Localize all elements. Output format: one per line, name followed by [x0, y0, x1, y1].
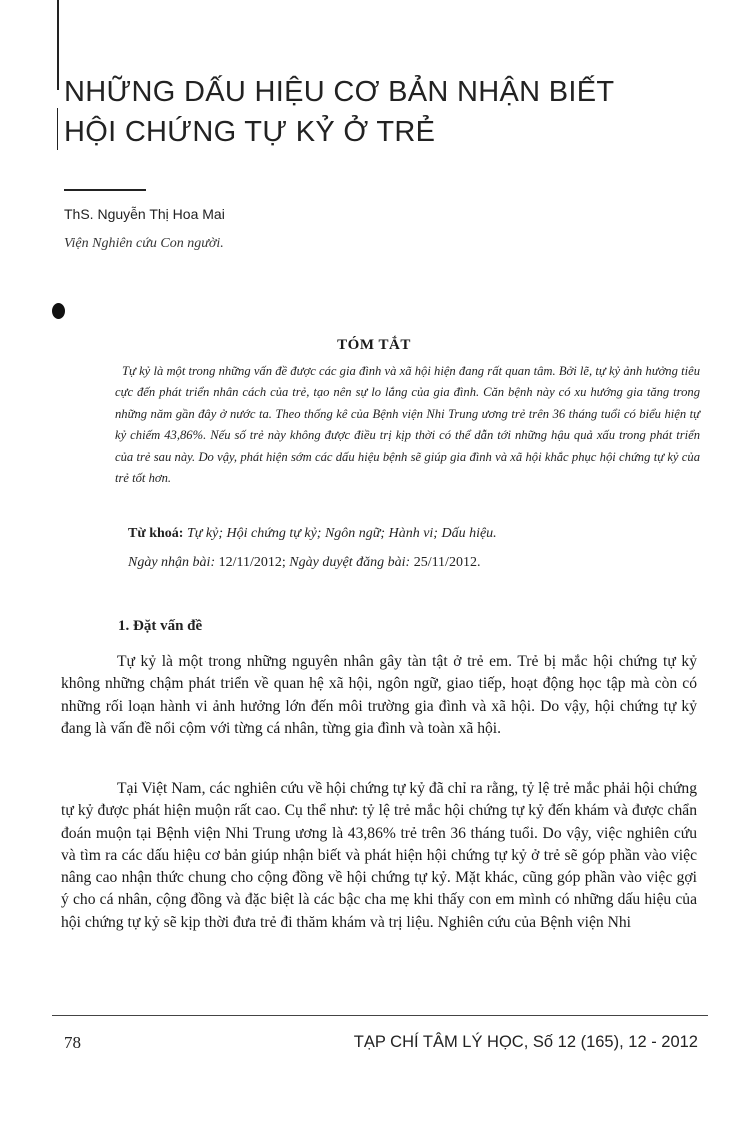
keywords-label: Từ khoá:: [128, 526, 184, 541]
keywords-values: Tự kỷ; Hội chứng tự kỷ; Ngôn ngữ; Hành vi; Dấu hiệu.: [186, 526, 497, 541]
keywords-line: [128, 526, 708, 542]
article-title: [64, 72, 704, 152]
page-number: 78: [64, 1033, 81, 1052]
author-name: ThS. Nguyễn Thị Hoa Mai: [64, 206, 225, 222]
accepted-date: 25/11/2012.: [413, 555, 481, 570]
body-paragraph-1: Tự kỷ là một trong những nguyên nhân gây tàn tật ở trẻ em. Trẻ bị mắc hội chứng tự kỷ không những chậm phát triển về quan hệ xã hội, ngôn ngữ, giao tiếp, hoạt động học tập mà còn có những rối loạn hành vi ảnh hưởng lớn đến môi trường gia đình và xã hội. Do vậy, hội chứng tự kỷ đang là vấn đề nổi cộm với từng cá nhân, từng gia đình và toàn xã hội.: [61, 653, 697, 737]
title-line-1: NHỮNG DẤU HIỆU CƠ BẢN NHẬN BIẾT: [64, 76, 615, 108]
section-heading: 1. Đặt vấn đề: [118, 618, 203, 634]
received-date: 12/11/2012;: [218, 555, 286, 570]
footer-rule: [52, 1015, 708, 1016]
received-label: Ngày nhận bài:: [128, 555, 216, 570]
abstract-text: Tự kỷ là một trong những vấn đề được các gia đình và xã hội hiện đang rất quan tâm. Bởi lẽ, tự kỷ ảnh hưởng tiêu cực đến phát triển nhân cách của trẻ, tạo nên sự lo lắng của gia đình. Căn bệnh này có xu hướng gia tăng trong những năm gần đây ở nước ta. Theo thống kê của Bệnh viện Nhi Trung ương trẻ trên 36 tháng tuổi có biểu hiện tự kỷ chiếm 43,86%. Nếu số trẻ này không được điều trị kịp thời có thể dẫn tới những hậu quả xấu trong phát triển của trẻ sau này. Do vậy, phát hiện sớm các dấu hiệu bệnh sẽ giúp gia đình và xã hội khắc phục hội chứng tự kỷ của trẻ tốt hơn.: [115, 364, 700, 486]
author-affiliation: Viện Nghiên cứu Con người.: [64, 236, 224, 251]
accepted-label: Ngày duyệt đăng bài:: [289, 555, 411, 570]
journal-citation: TẠP CHÍ TÂM LÝ HỌC, Số 12 (165), 12 - 2012: [353, 1033, 698, 1051]
title-line-2: HỘI CHỨNG TỰ KỶ Ở TRẺ: [64, 116, 436, 148]
vertical-rule-title: [57, 108, 58, 150]
abstract-heading: TÓM TẮT: [337, 337, 411, 353]
bullet-dot-icon: [52, 303, 65, 319]
title-divider: [64, 189, 146, 191]
vertical-rule: [57, 0, 59, 90]
dates-line: [128, 555, 708, 571]
body-paragraph-2: Tại Việt Nam, các nghiên cứu về hội chứng tự kỷ đã chỉ ra rằng, tỷ lệ trẻ mắc phải hội chứng tự kỷ được phát hiện muộn rất cao. Cụ thể như: tỷ lệ trẻ mắc hội chứng tự kỷ đến khám và được chẩn đoán muộn tại Bệnh viện Nhi Trung ương là 43,86% trẻ trên 36 tháng tuổi. Do vậy, việc nghiên cứu và tìm ra các dấu hiệu cơ bản giúp nhận biết và phát hiện hội chứng tự kỷ ở trẻ sẽ góp phần vào việc nâng cao nhận thức chung cho cộng đồng về hội chứng tự kỷ. Mặt khác, cũng góp phần vào việc gợi ý cho cá nhân, cộng đồng và đặc biệt là các bậc cha mẹ khi thấy con em mình có những dấu hiệu của hội chứng tự kỷ sẽ kịp thời đưa trẻ đi thăm khám và trị liệu. Nghiên cứu của Bệnh viện Nhi: [61, 780, 697, 931]
